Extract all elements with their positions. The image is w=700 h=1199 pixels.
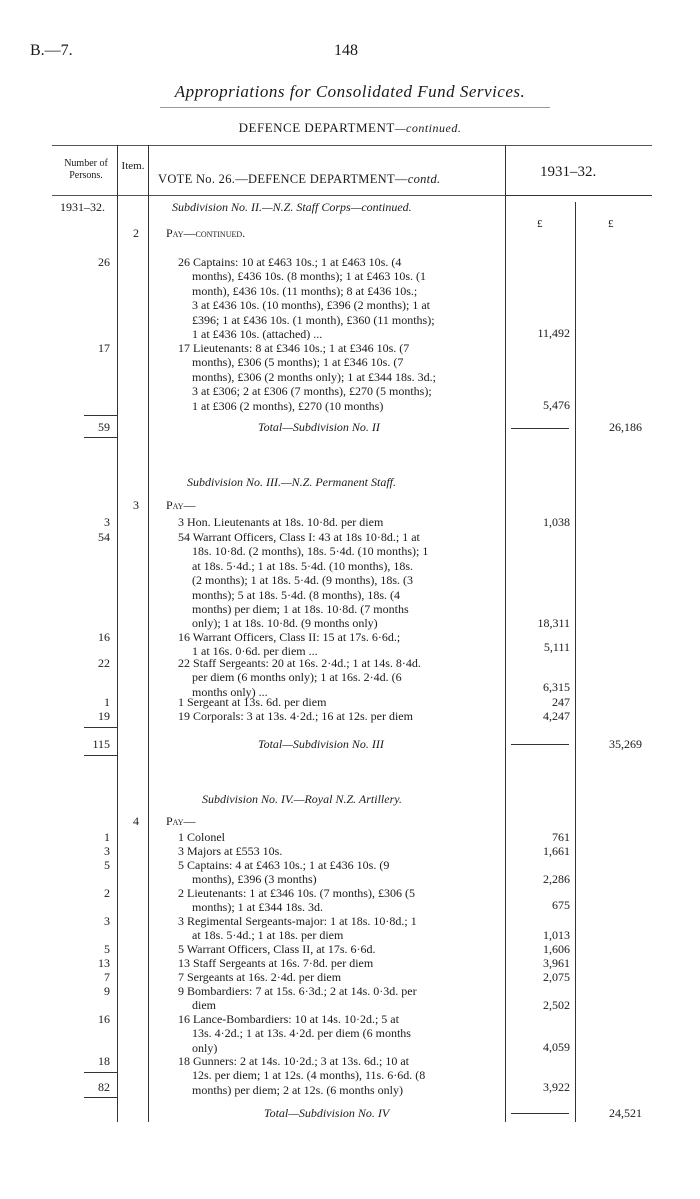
sub4-amount-rule (511, 1113, 569, 1114)
sub2-row-1-persons: 26 (98, 255, 110, 269)
sub4-row-5-amount: 1,013 (543, 928, 570, 942)
sub3-row-5-amount: 247 (552, 695, 570, 709)
desc-line: 1 at 16s. 0·6d. per diem ... (192, 644, 318, 659)
sub4-row-3-description (178, 858, 498, 887)
page-number: 148 (334, 42, 358, 59)
sub3-row-2-persons: 54 (98, 530, 110, 544)
sub4-row-2-description (178, 844, 498, 858)
sub4-row-6-amount: 1,606 (543, 942, 570, 956)
sub3-row-1-persons: 3 (104, 515, 110, 529)
sub4-row-5-persons: 3 (104, 914, 110, 928)
pound-sign-items: £ (537, 218, 543, 230)
sub4-row-8-description (178, 970, 498, 984)
sub4-persons-rule (84, 1072, 117, 1073)
sub4-row-10-amount: 4,059 (543, 1040, 570, 1054)
desc-line: 5 Warrant Officers, Class II, at 17s. 6·6d. (178, 942, 376, 956)
sub3-row-4-amount: 6,315 (543, 680, 570, 694)
col-divider-persons (117, 145, 118, 1122)
desc-line: at 18s. 5·4d.; 1 at 18s. per diem (192, 928, 344, 943)
sub3-persons-rule (84, 727, 117, 728)
sub3-row-6-description (178, 709, 498, 723)
desc-line: only); 1 at 18s. 10·8d. (9 months only) (192, 616, 378, 631)
sub4-row-2-persons: 3 (104, 844, 110, 858)
vote-title-main: VOTE No. 26.—DEFENCE DEPARTMENT— (158, 172, 408, 186)
desc-line: 9 Bombardiers: 7 at 15s. 6·3d.; 2 at 14s. 0·3d. per (178, 984, 417, 998)
desc-line: 1 at £306 (2 months), £270 (10 months) (192, 398, 384, 413)
amount-head-rule (505, 195, 652, 196)
sub3-amount-rule (511, 744, 569, 745)
sub3-row-6-amount: 4,247 (543, 709, 570, 723)
sub2-row-1-description (178, 255, 498, 341)
col-divider-totals (575, 202, 576, 1122)
vote-title-contd: contd. (407, 172, 441, 186)
sub4-total-label: Total—Subdivision No. IV (264, 1106, 390, 1120)
subtitle-continued: —continued. (394, 121, 462, 135)
desc-line: 3 at £436 10s. (10 months), £396 (2 months); 1 at (192, 298, 430, 313)
sub4-row-1-persons: 1 (104, 830, 110, 844)
subdivision-4-pay-heading: Pay— (166, 814, 196, 828)
col-divider-amounts (505, 145, 506, 1122)
sub4-row-9-persons: 9 (104, 984, 110, 998)
sub3-total-label: Total—Subdivision No. III (258, 737, 384, 751)
report-reference: B.—7. (30, 42, 73, 59)
title-rule (160, 107, 550, 108)
sub4-row-4-description (178, 886, 498, 915)
sub2-row-1-amount: 11,492 (537, 326, 570, 340)
desc-line: 5 Captains: 4 at £463 10s.; 1 at £436 10s. (9 (178, 858, 390, 872)
desc-line: 3 Majors at £553 10s. (178, 844, 283, 858)
sub3-row-2-description (178, 530, 498, 631)
desc-line: 3 Regimental Sergeants-major: 1 at 18s. 10·8d.; 1 (178, 914, 417, 928)
subdivision-2-pay-heading: Pay—continued. (166, 226, 246, 240)
year-column-header: 1931–32. (540, 164, 597, 180)
desc-line: 17 Lieutenants: 8 at £346 10s.; 1 at £346 10s. (7 (178, 341, 410, 355)
sub3-row-5-description (178, 695, 498, 709)
desc-line: 13s. 4·2d.; 1 at 13s. 4·2d. per diem (6 months (192, 1026, 411, 1041)
sub3-row-1-description (178, 515, 498, 529)
vote-title (158, 172, 440, 187)
desc-line: 12s. per diem; 1 at 12s. (4 months), 11s. 6·6d. (8 (192, 1068, 426, 1083)
desc-line: 54 Warrant Officers, Class I: 43 at 18s 10·8d.; 1 at (178, 530, 420, 544)
desc-line: £396; 1 at £436 10s. (1 month), £360 (11 months); (192, 312, 435, 327)
sub4-row-10-description (178, 1012, 498, 1055)
pound-sign-totals: £ (608, 218, 614, 230)
desc-line: only) (192, 1040, 218, 1055)
subdivision-3-pay-heading: Pay— (166, 498, 196, 512)
desc-line: 19 Corporals: 3 at 13s. 4·2d.; 16 at 12s. per diem (178, 709, 413, 723)
desc-line: months), £396 (3 months) (192, 872, 317, 887)
sub4-row-6-description (178, 942, 498, 956)
sub3-row-6-persons: 19 (98, 709, 110, 723)
desc-line: months) per diem; 2 at 12s. (6 months only) (192, 1082, 403, 1097)
sub2-total-label: Total—Subdivision No. II (258, 420, 380, 434)
sub4-row-4-amount: 675 (552, 898, 570, 912)
desc-line: 3 at £306; 2 at £306 (7 months), £270 (5 months); (192, 384, 432, 399)
sub4-row-6-persons: 5 (104, 942, 110, 956)
subdivision-3-item: 3 (133, 498, 139, 512)
sub4-row-7-amount: 3,961 (543, 956, 570, 970)
desc-line: per diem (6 months only); 1 at 16s. 2·4d. (6 (192, 670, 402, 685)
desc-line: 18s. 10·8d. (2 months), 18s. 5·4d. (10 months); 1 (192, 544, 429, 559)
sub4-row-2-amount: 1,661 (543, 844, 570, 858)
persons-column-header: Number of Persons. (64, 158, 108, 181)
sub4-total-amount: 24,521 (609, 1106, 642, 1120)
desc-line: 3 Hon. Lieutenants at 18s. 10·8d. per diem (178, 515, 384, 529)
sub4-row-9-amount: 2,502 (543, 998, 570, 1012)
sub2-row-2-amount: 5,476 (543, 398, 570, 412)
sub3-row-3-persons: 16 (98, 630, 110, 644)
desc-line: 13 Staff Sergeants at 16s. 7·8d. per diem (178, 956, 374, 970)
department-subtitle (0, 120, 700, 136)
sub4-row-11-amount: 3,922 (543, 1080, 570, 1094)
subdivision-4-title: Subdivision No. IV.—Royal N.Z. Artillery. (202, 792, 402, 806)
desc-line: 26 Captains: 10 at £463 10s.; 1 at £463 10s. (4 (178, 255, 402, 269)
desc-line: months); 1 at £344 18s. 3d. (192, 900, 323, 915)
sub4-row-3-persons: 5 (104, 858, 110, 872)
sub4-row-11-description (178, 1054, 498, 1097)
sub3-total-amount: 35,269 (609, 737, 642, 751)
desc-line: diem (192, 998, 216, 1013)
sub2-row-2-persons: 17 (98, 341, 110, 355)
subdivision-4-item: 4 (133, 814, 139, 828)
sub4-row-4-persons: 2 (104, 886, 110, 900)
desc-line: month), £436 10s. (11 months); 8 at £436 10s.; (192, 283, 418, 298)
sub2-row-2-description (178, 341, 498, 413)
sub2-persons-rule (84, 415, 117, 416)
sub4-row-7-persons: 13 (98, 956, 110, 970)
desc-line: (2 months); 1 at 18s. 5·4d. (9 months), 18s. (3 (192, 573, 413, 588)
desc-line: months); 5 at 18s. 5·4d. (8 months), 18s. (4 (192, 587, 400, 602)
sub3-row-3-amount: 5,111 (543, 640, 570, 654)
sub4-row-11-persons: 18 (98, 1054, 110, 1068)
sub3-row-4-persons: 22 (98, 656, 110, 670)
sub3-row-3-description (178, 630, 498, 659)
sub3-row-4-description (178, 656, 498, 699)
desc-line: months), £306 (2 months only); 1 at £344 18s. 3d.; (192, 369, 436, 384)
sub3-persons-bottom-rule (84, 755, 117, 756)
sub4-row-7-description (178, 956, 498, 970)
sub2-amount-rule (511, 428, 569, 429)
sub2-total-persons: 59 (98, 420, 110, 434)
sub3-row-2-amount: 18,311 (537, 616, 570, 630)
item-column-header: Item. (121, 160, 145, 172)
sub4-row-5-description (178, 914, 498, 943)
subtitle-main: DEFENCE DEPARTMENT (238, 120, 395, 135)
desc-line: months), £436 10s. (8 months); 1 at £463 10s. (1 (192, 269, 426, 284)
sub4-row-8-persons: 7 (104, 970, 110, 984)
desc-line: 1 Sergeant at 13s. 6d. per diem (178, 695, 327, 709)
subdivision-2-title: Subdivision No. II.—N.Z. Staff Corps—continued. (172, 200, 412, 214)
sub4-row-8-amount: 2,075 (543, 970, 570, 984)
sub3-total-persons: 115 (92, 737, 110, 751)
sub4-total-persons: 82 (98, 1080, 110, 1094)
desc-line: at 18s. 5·4d.; 1 at 18s. 5·4d. (10 months), 18s. (192, 558, 413, 573)
desc-line: 7 Sergeants at 16s. 2·4d. per diem (178, 970, 342, 984)
desc-line: months), £306 (5 months); 1 at £346 10s. (7 (192, 355, 404, 370)
desc-line: 16 Warrant Officers, Class II: 15 at 17s. 6·6d.; (178, 630, 401, 644)
sub4-row-9-description (178, 984, 498, 1013)
desc-line: 1 at £436 10s. (attached) ... (192, 327, 323, 342)
desc-line: months) per diem; 1 at 18s. 10·8d. (7 months (192, 602, 409, 617)
page-title: Appropriations for Consolidated Fund Services. (174, 82, 526, 101)
desc-line: 22 Staff Sergeants: 20 at 16s. 2·4d.; 1 at 14s. 8·4d. (178, 656, 421, 670)
sub4-row-1-description (178, 830, 498, 844)
sub4-row-3-amount: 2,286 (543, 872, 570, 886)
persons-year-label: 1931–32. (60, 200, 105, 214)
sub4-row-10-persons: 16 (98, 1012, 110, 1026)
sub2-total-amount: 26,186 (609, 420, 642, 434)
subdivision-2-item: 2 (133, 226, 139, 240)
sub3-row-5-persons: 1 (104, 695, 110, 709)
col-divider-item (148, 145, 149, 1122)
table-top-rule (52, 145, 652, 146)
sub4-row-1-amount: 761 (552, 830, 570, 844)
sub4-persons-bottom-rule (84, 1097, 117, 1098)
subdivision-3-title: Subdivision No. III.—N.Z. Permanent Staff. (187, 475, 396, 489)
sub3-row-1-amount: 1,038 (543, 515, 570, 529)
desc-line: months only) ... (192, 684, 268, 699)
desc-line: 18 Gunners: 2 at 14s. 10·2d.; 3 at 13s. 6d.; 10 at (178, 1054, 409, 1068)
desc-line: 16 Lance-Bombardiers: 10 at 14s. 10·2d.; 5 at (178, 1012, 399, 1026)
desc-line: 2 Lieutenants: 1 at £346 10s. (7 months), £306 (5 (178, 886, 415, 900)
desc-line: 1 Colonel (178, 830, 225, 844)
sub2-persons-bottom-rule (84, 437, 117, 438)
